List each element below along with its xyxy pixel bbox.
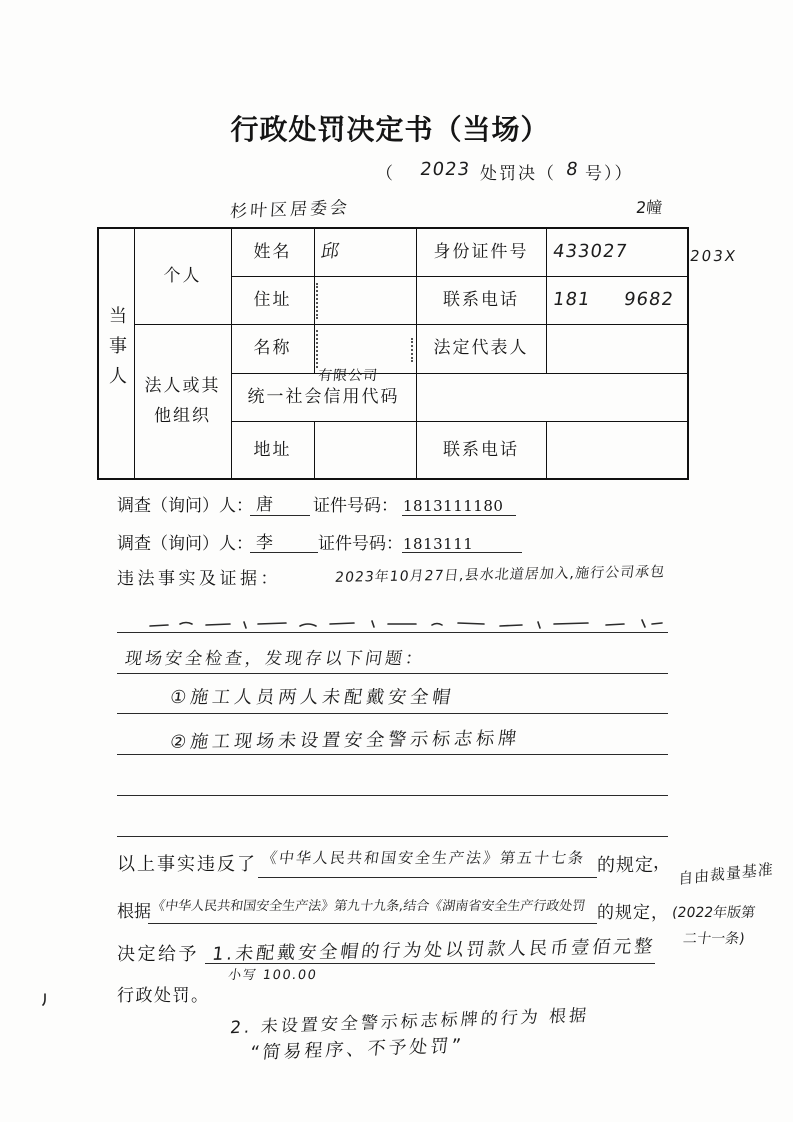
handwritten-building-note: 2幢 [635, 198, 664, 217]
individual-label: 个人 [163, 266, 202, 287]
table-row [98, 228, 688, 276]
decision-penalty-type: 行政处罚。 [117, 986, 210, 1006]
ruled-line [117, 713, 668, 714]
facts-intro: 2023年10月27日,县水北道居加入,施行公司承包 [334, 564, 667, 586]
ruled-line [117, 754, 668, 755]
violation-suffix: 的规定 [597, 855, 654, 876]
address-label-cell [231, 276, 314, 324]
basis-suffix: 的规定， [597, 903, 669, 923]
organization-cell [134, 324, 231, 479]
org-name-label: 名称 [253, 338, 292, 359]
basis-law: 《中华人民共和国安全生产法》第九十九条,结合《湖南省安全生产行政处罚 [151, 899, 587, 914]
basis-law-continuation: 自由裁量基准 [677, 859, 775, 889]
org-name-value-cell [314, 324, 416, 373]
basis-prefix: 根据 [117, 902, 151, 922]
violation-prefix: 以上事实违反了 [117, 854, 257, 875]
underline [148, 923, 597, 924]
doc-number-prefix: 处罚决（ [480, 164, 556, 184]
redaction-edge [316, 283, 318, 319]
org-address-label-cell [231, 421, 314, 479]
representative-value-cell [546, 324, 688, 373]
ruled-line [117, 836, 668, 837]
underline [250, 552, 318, 553]
redaction-edge [411, 338, 413, 362]
investigator-2-label: 调查（询问）人： [117, 534, 253, 554]
stray-pen-mark [40, 992, 50, 1006]
cropped-handwriting-marks [140, 612, 670, 634]
id-value-cell [546, 228, 688, 276]
investigator-2-name: 李 [256, 533, 273, 553]
organization-label-line2: 他组织 [154, 406, 211, 427]
party-table [97, 227, 689, 480]
decision-item-1: 1.未配戴安全帽的行为处以罚款人民币壹佰元整 [210, 936, 657, 965]
name-label: 姓名 [253, 242, 292, 263]
violation-comma: ， [653, 852, 671, 873]
address-label: 住址 [253, 289, 292, 310]
doc-number-suffix: 号）） [585, 164, 634, 184]
credit-code-value-cell [416, 373, 688, 421]
violation-law: 《中华人民共和国安全生产法》第五十七条 [260, 849, 587, 867]
id-label: 身份证件号 [433, 242, 529, 263]
underline [402, 552, 522, 553]
organization-label-line1: 法人或其 [144, 376, 221, 397]
credit-code-label: 统一社会信用代码 [247, 386, 400, 407]
representative-label: 法定代表人 [433, 338, 529, 359]
decision-item-2: 2. 未设置安全警示标志标牌的行为 根据 [229, 1005, 591, 1039]
investigator-1-cert-label: 证件号码： [313, 496, 398, 516]
org-address-value-cell [314, 421, 416, 479]
facts-label: 违法事实及证据： [117, 569, 281, 589]
redaction-edge [316, 330, 318, 368]
facts-item: ②施工现场未设置安全警示标志标牌 [168, 728, 522, 753]
table-row [98, 324, 688, 373]
facts-finding: 现场安全检查，发现存以下问题： [123, 649, 427, 669]
investigator-2-cert-label: 证件号码： [318, 534, 403, 554]
org-phone-label-cell [416, 421, 546, 479]
decision-prefix: 决定给予 [117, 944, 199, 965]
org-phone-label: 联系电话 [443, 439, 519, 460]
doc-number-open: （ [376, 164, 393, 184]
decision-item-2-basis: “简易程序、不予处罚” [249, 1035, 465, 1064]
phone-value-end: 9682 [622, 289, 676, 311]
underline [205, 963, 655, 964]
investigator-2-cert-number: 1813111 [403, 535, 474, 553]
org-phone-value-cell [546, 421, 688, 479]
handwritten-company-suffix: 有限公司 [317, 368, 379, 384]
name-value-cell [314, 228, 416, 276]
id-label-cell [416, 228, 546, 276]
handwritten-community-note: 杉叶区居委会 [229, 197, 351, 223]
party-group-cell [98, 228, 134, 479]
facts-item: ①施工人员两人未配戴安全帽 [168, 687, 456, 708]
investigator-1-name: 唐 [256, 495, 273, 515]
handwritten-id-tail: 203X [688, 247, 739, 265]
phone-value-start: 181 [551, 289, 592, 311]
underline [250, 515, 310, 516]
phone-value-cell [546, 276, 688, 324]
document-title: 行政处罚决定书（当场） [230, 113, 550, 146]
doc-number-year: 2023 [418, 159, 472, 180]
org-address-label: 地址 [253, 439, 292, 460]
phone-label-cell [416, 276, 546, 324]
investigator-1-cert-number: 1813111180 [403, 497, 504, 515]
representative-label-cell [416, 324, 546, 373]
underline [258, 877, 597, 878]
underline [402, 515, 516, 516]
ruled-line [117, 632, 668, 633]
address-value-cell [314, 276, 416, 324]
org-name-label-cell [231, 324, 314, 373]
basis-note-line1: (2022年版第 [670, 905, 757, 921]
ruled-line [117, 795, 668, 796]
doc-number-value: 8 [564, 159, 580, 180]
individual-cell [134, 228, 231, 324]
party-label: 当事人 [106, 305, 128, 396]
phone-label: 联系电话 [443, 289, 519, 310]
decision-item-1-amount: 小写 100.00 [227, 968, 319, 983]
id-value: 433027 [551, 241, 629, 263]
ruled-line [117, 673, 668, 674]
investigator-1-label: 调查（询问）人： [117, 496, 253, 516]
basis-note-line2: 二十一条) [681, 931, 746, 947]
name-label-cell [231, 228, 314, 276]
name-value: 邱 [319, 241, 342, 263]
